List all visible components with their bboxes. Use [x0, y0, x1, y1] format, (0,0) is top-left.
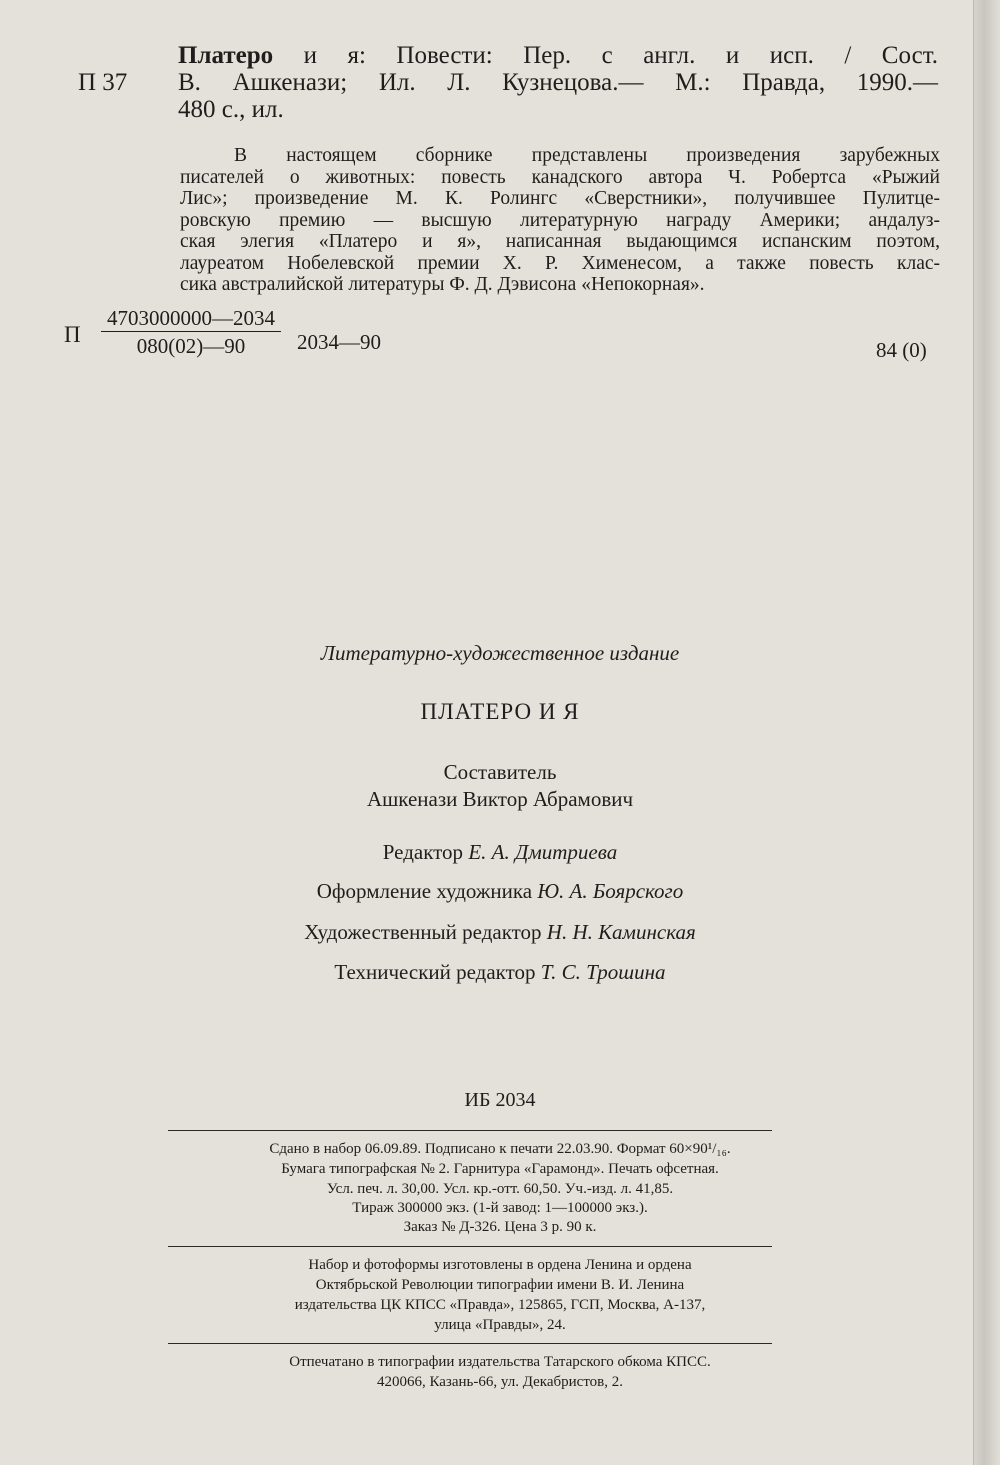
credit-art-editor	[0, 920, 1000, 945]
compiler-name: Ашкенази Виктор Абрамович	[366, 787, 634, 811]
annotation-line: писателей о животных: повесть канадского автора Ч. Робертса «Рыжий	[180, 166, 940, 188]
annotation	[180, 145, 940, 296]
divider	[168, 1130, 772, 1131]
credit-role: Редактор	[382, 840, 469, 864]
print-data-line: Сдано в набор 06.09.89. Подписано к печати 22.03.90. Формат 60×90¹/₁₆.	[269, 1141, 731, 1157]
annotation-line: ская элегия «Платеро и я», написанная выдающимся испанским поэтом,	[180, 231, 940, 252]
typeset-line: Набор и фотоформы изготовлены в ордена Ленина и ордена	[308, 1257, 692, 1273]
print-data-line: Усл. печ. л. 30,00. Усл. кр.-отт. 60,50. Уч.-изд. л. 41,85.	[326, 1181, 674, 1197]
book-title: ПЛАТЕРО И Я	[420, 699, 580, 724]
bbk-code: 84 (0)	[876, 338, 927, 362]
classification-code: П 37	[78, 69, 128, 96]
page-edge	[973, 0, 1000, 1465]
index-number: 2034—90	[297, 330, 381, 354]
credit-name: Е. А. Дмитриева	[468, 840, 618, 864]
typeset-line: Октябрьской Революции типографии имени В. И. Ленина	[315, 1277, 685, 1293]
divider	[168, 1343, 772, 1344]
bib-title: Платеро	[178, 42, 274, 69]
compiler-label: Составитель	[443, 760, 557, 784]
credit-role: Художественный редактор	[304, 920, 547, 944]
divider	[168, 1246, 772, 1247]
bib-line-2: В. Ашкенази; Ил. Л. Кузнецова.— М.: Правда, 1990.—	[178, 69, 938, 96]
annotation-line: В настоящем сборнике представлены произведения зарубежных	[234, 145, 940, 166]
credit-name: Т. С. Трошина	[540, 960, 666, 984]
credit-tech-editor	[0, 960, 1000, 985]
annotation-line: сика австралийской литературы Ф. Д. Дэвисона «Непокорная».	[180, 274, 705, 295]
print-data-line: Заказ № Д-326. Цена 3 р. 90 к.	[403, 1219, 597, 1235]
index-denominator: 080(02)—90	[136, 334, 246, 358]
bib-line-3: 480 с., ил.	[178, 96, 284, 123]
print-data-line: Бумага типографская № 2. Гарнитура «Гарамонд». Печать офсетная.	[281, 1161, 719, 1177]
annotation-line: ровскую премию — высшую литературную награду Америки; андалуз-	[180, 209, 940, 231]
printer-line: Отпечатано в типографии издательства Татарского обкома КПСС.	[289, 1354, 711, 1370]
annotation-line: лауреатом Нобелевской премии Х. Р. Хименесом, а также повесть клас-	[180, 252, 940, 274]
index-letter: П	[64, 322, 81, 347]
credit-role: Оформление художника	[316, 879, 538, 903]
edition-type: Литературно-художественное издание	[320, 641, 680, 665]
credit-editor	[0, 840, 1000, 865]
annotation-line: Лис»; произведение М. К. Ролингс «Сверстники», получившее Пулитце-	[180, 188, 940, 209]
index-numerator: 4703000000—2034	[101, 305, 281, 332]
credit-designer	[0, 879, 1000, 904]
bib-line-1: Платеро и я: Повести: Пер. с англ. и исп. / Сост.	[178, 42, 938, 69]
credit-name: Ю. А. Боярского	[537, 879, 684, 903]
typeset-line: улица «Правды», 24.	[434, 1317, 566, 1333]
bibliographic-record	[178, 42, 938, 123]
credit-name: Н. Н. Каминская	[546, 920, 696, 944]
print-data-line: Тираж 300000 экз. (1-й завод: 1—100000 экз.).	[352, 1200, 648, 1216]
index-fraction	[101, 305, 281, 360]
credit-role: Технический редактор	[334, 960, 541, 984]
ib-number: ИБ 2034	[464, 1089, 536, 1111]
typeset-line: издательства ЦК КПСС «Правда», 125865, ГСП, Москва, А-137,	[294, 1297, 706, 1313]
printer-line: 420066, Казань-66, ул. Декабристов, 2.	[376, 1374, 624, 1390]
